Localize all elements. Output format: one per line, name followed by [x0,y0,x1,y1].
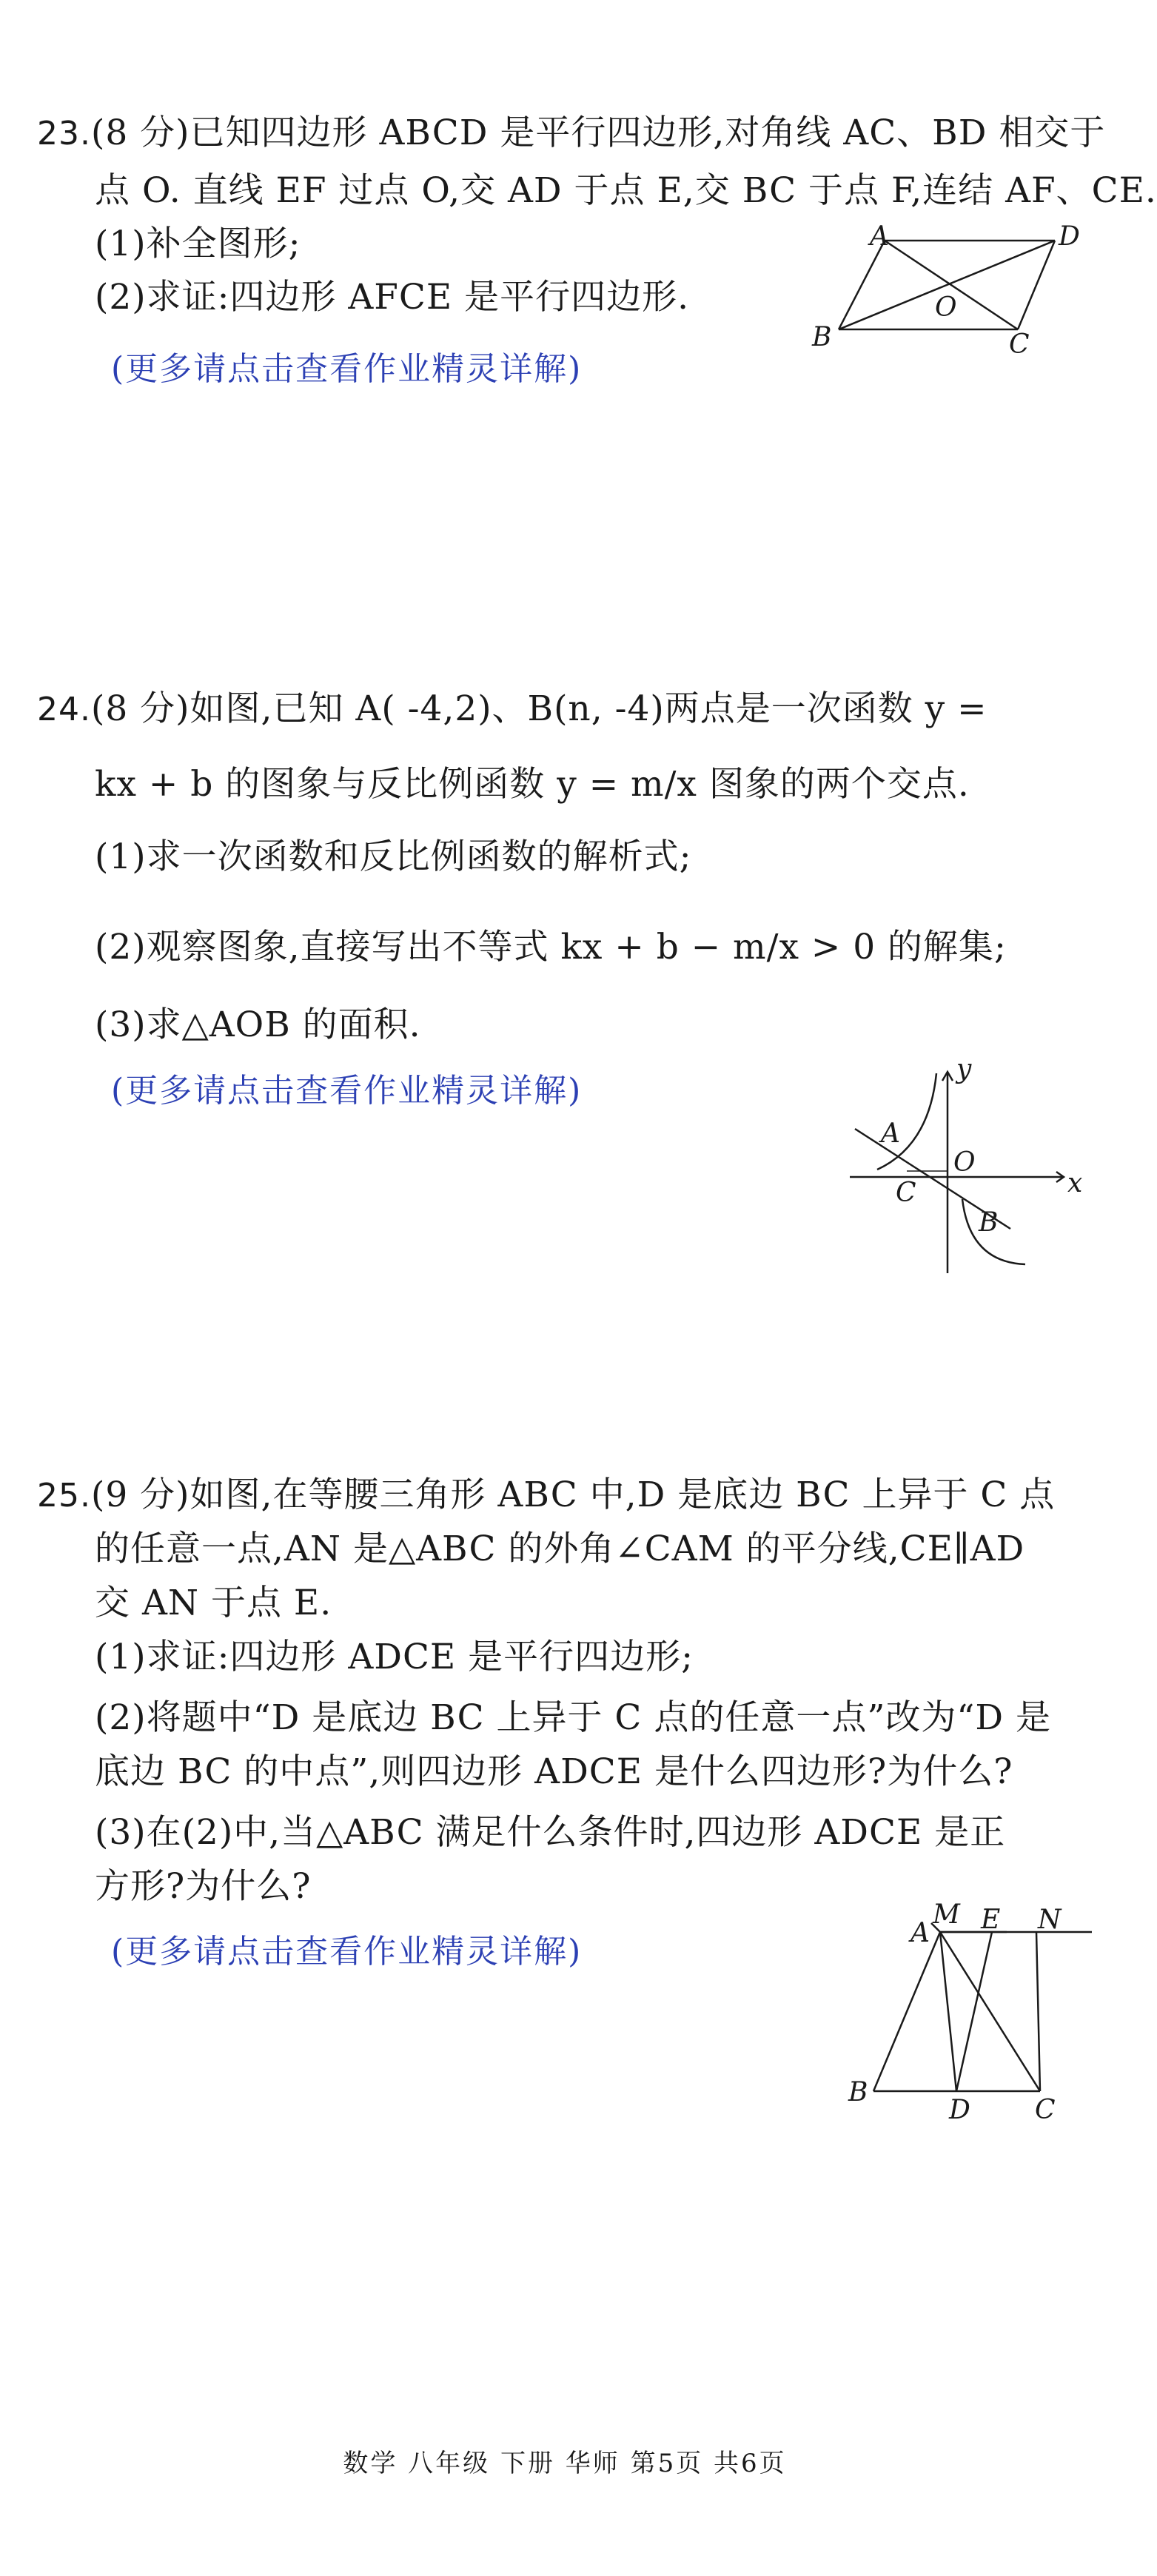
label-A: A [870,221,889,252]
problem-24-number: 24. [37,691,91,728]
problem-25-part-3-cont: 方形?为什么? [95,1866,312,1907]
label-N: N [1038,1905,1062,1935]
problem-23-parallelogram-figure [803,218,1084,366]
problem-25-line-1: 25.(9 分)如图,在等腰三角形 ABC 中,D 是底边 BC 上异于 C 点 [37,1475,1056,1515]
problem-25-part-3: (3)在(2)中,当△ABC 满足什么条件时,四边形 ADCE 是正 [95,1812,1006,1853]
problem-24-function-graph [844,1054,1103,1281]
problem-23-part-2: (2)求证:四边形 AFCE 是平行四边形. [95,277,690,318]
label-x: x [1067,1168,1083,1198]
problem-25-number: 25. [37,1477,91,1515]
problem-24-line-2: kx + b 的图象与反比例函数 y = m/x 图象的两个交点. [95,764,970,805]
problem-25-line-2: 的任意一点,AN 是△ABC 的外角∠CAM 的平分线,CE∥AD [95,1529,1025,1569]
problem-25-part-2-cont: 底边 BC 的中点”,则四边形 ADCE 是什么四边形?为什么? [95,1751,1013,1792]
problem-24-solution-link[interactable]: (更多请点击查看作业精灵详解) [111,1072,583,1110]
problem-23-number: 23. [37,115,91,152]
label-B: B [848,2077,868,2107]
problem-24-line-1: 24.(8 分)如图,已知 A( -4,2)、B(n, -4)两点是一次函数 y = [37,688,987,729]
problem-24-part-2: (2)观察图象,直接写出不等式 kx + b − m/x > 0 的解集; [95,927,1007,967]
label-D: D [1059,221,1080,252]
problem-23-line-1: 23.(8 分)已知四边形 ABCD 是平行四边形,对角线 AC、BD 相交于 [37,113,1106,153]
label-B: B [979,1207,999,1238]
page-footer: 数学 八年级 下册 华师 第5页 共6页 [343,2449,787,2478]
label-B: B [812,322,832,352]
label-E: E [981,1905,1001,1935]
problem-25-part-1: (1)求证:四边形 ADCE 是平行四边形; [95,1637,694,1677]
label-O: O [953,1147,976,1178]
problem-25-line-3: 交 AN 于点 E. [95,1583,332,1623]
label-M: M [933,1899,960,1930]
label-A: A [910,1918,930,1948]
label-C: C [1035,2095,1056,2125]
label-O: O [935,292,957,323]
label-y: y [956,1054,972,1084]
label-C: C [1009,329,1030,360]
problem-23-part-1: (1)补全图形; [95,224,301,264]
problem-24-part-1: (1)求一次函数和反比例函数的解析式; [95,836,692,877]
problem-23-line-2: 点 O. 直线 EF 过点 O,交 AD 于点 E,交 BC 于点 F,连结 AF、CE. [95,170,1157,211]
label-C: C [896,1178,916,1208]
label-D: D [949,2095,970,2125]
problem-23-solution-link[interactable]: (更多请点击查看作业精灵详解) [111,350,583,388]
problem-25-solution-link[interactable]: (更多请点击查看作业精灵详解) [111,1933,583,1970]
problem-25-triangle-figure [836,1899,1118,2132]
problem-25-part-2: (2)将题中“D 是底边 BC 上异于 C 点的任意一点”改为“D 是 [95,1697,1051,1738]
problem-24-part-3: (3)求△AOB 的面积. [95,1004,421,1045]
label-A: A [881,1118,900,1149]
